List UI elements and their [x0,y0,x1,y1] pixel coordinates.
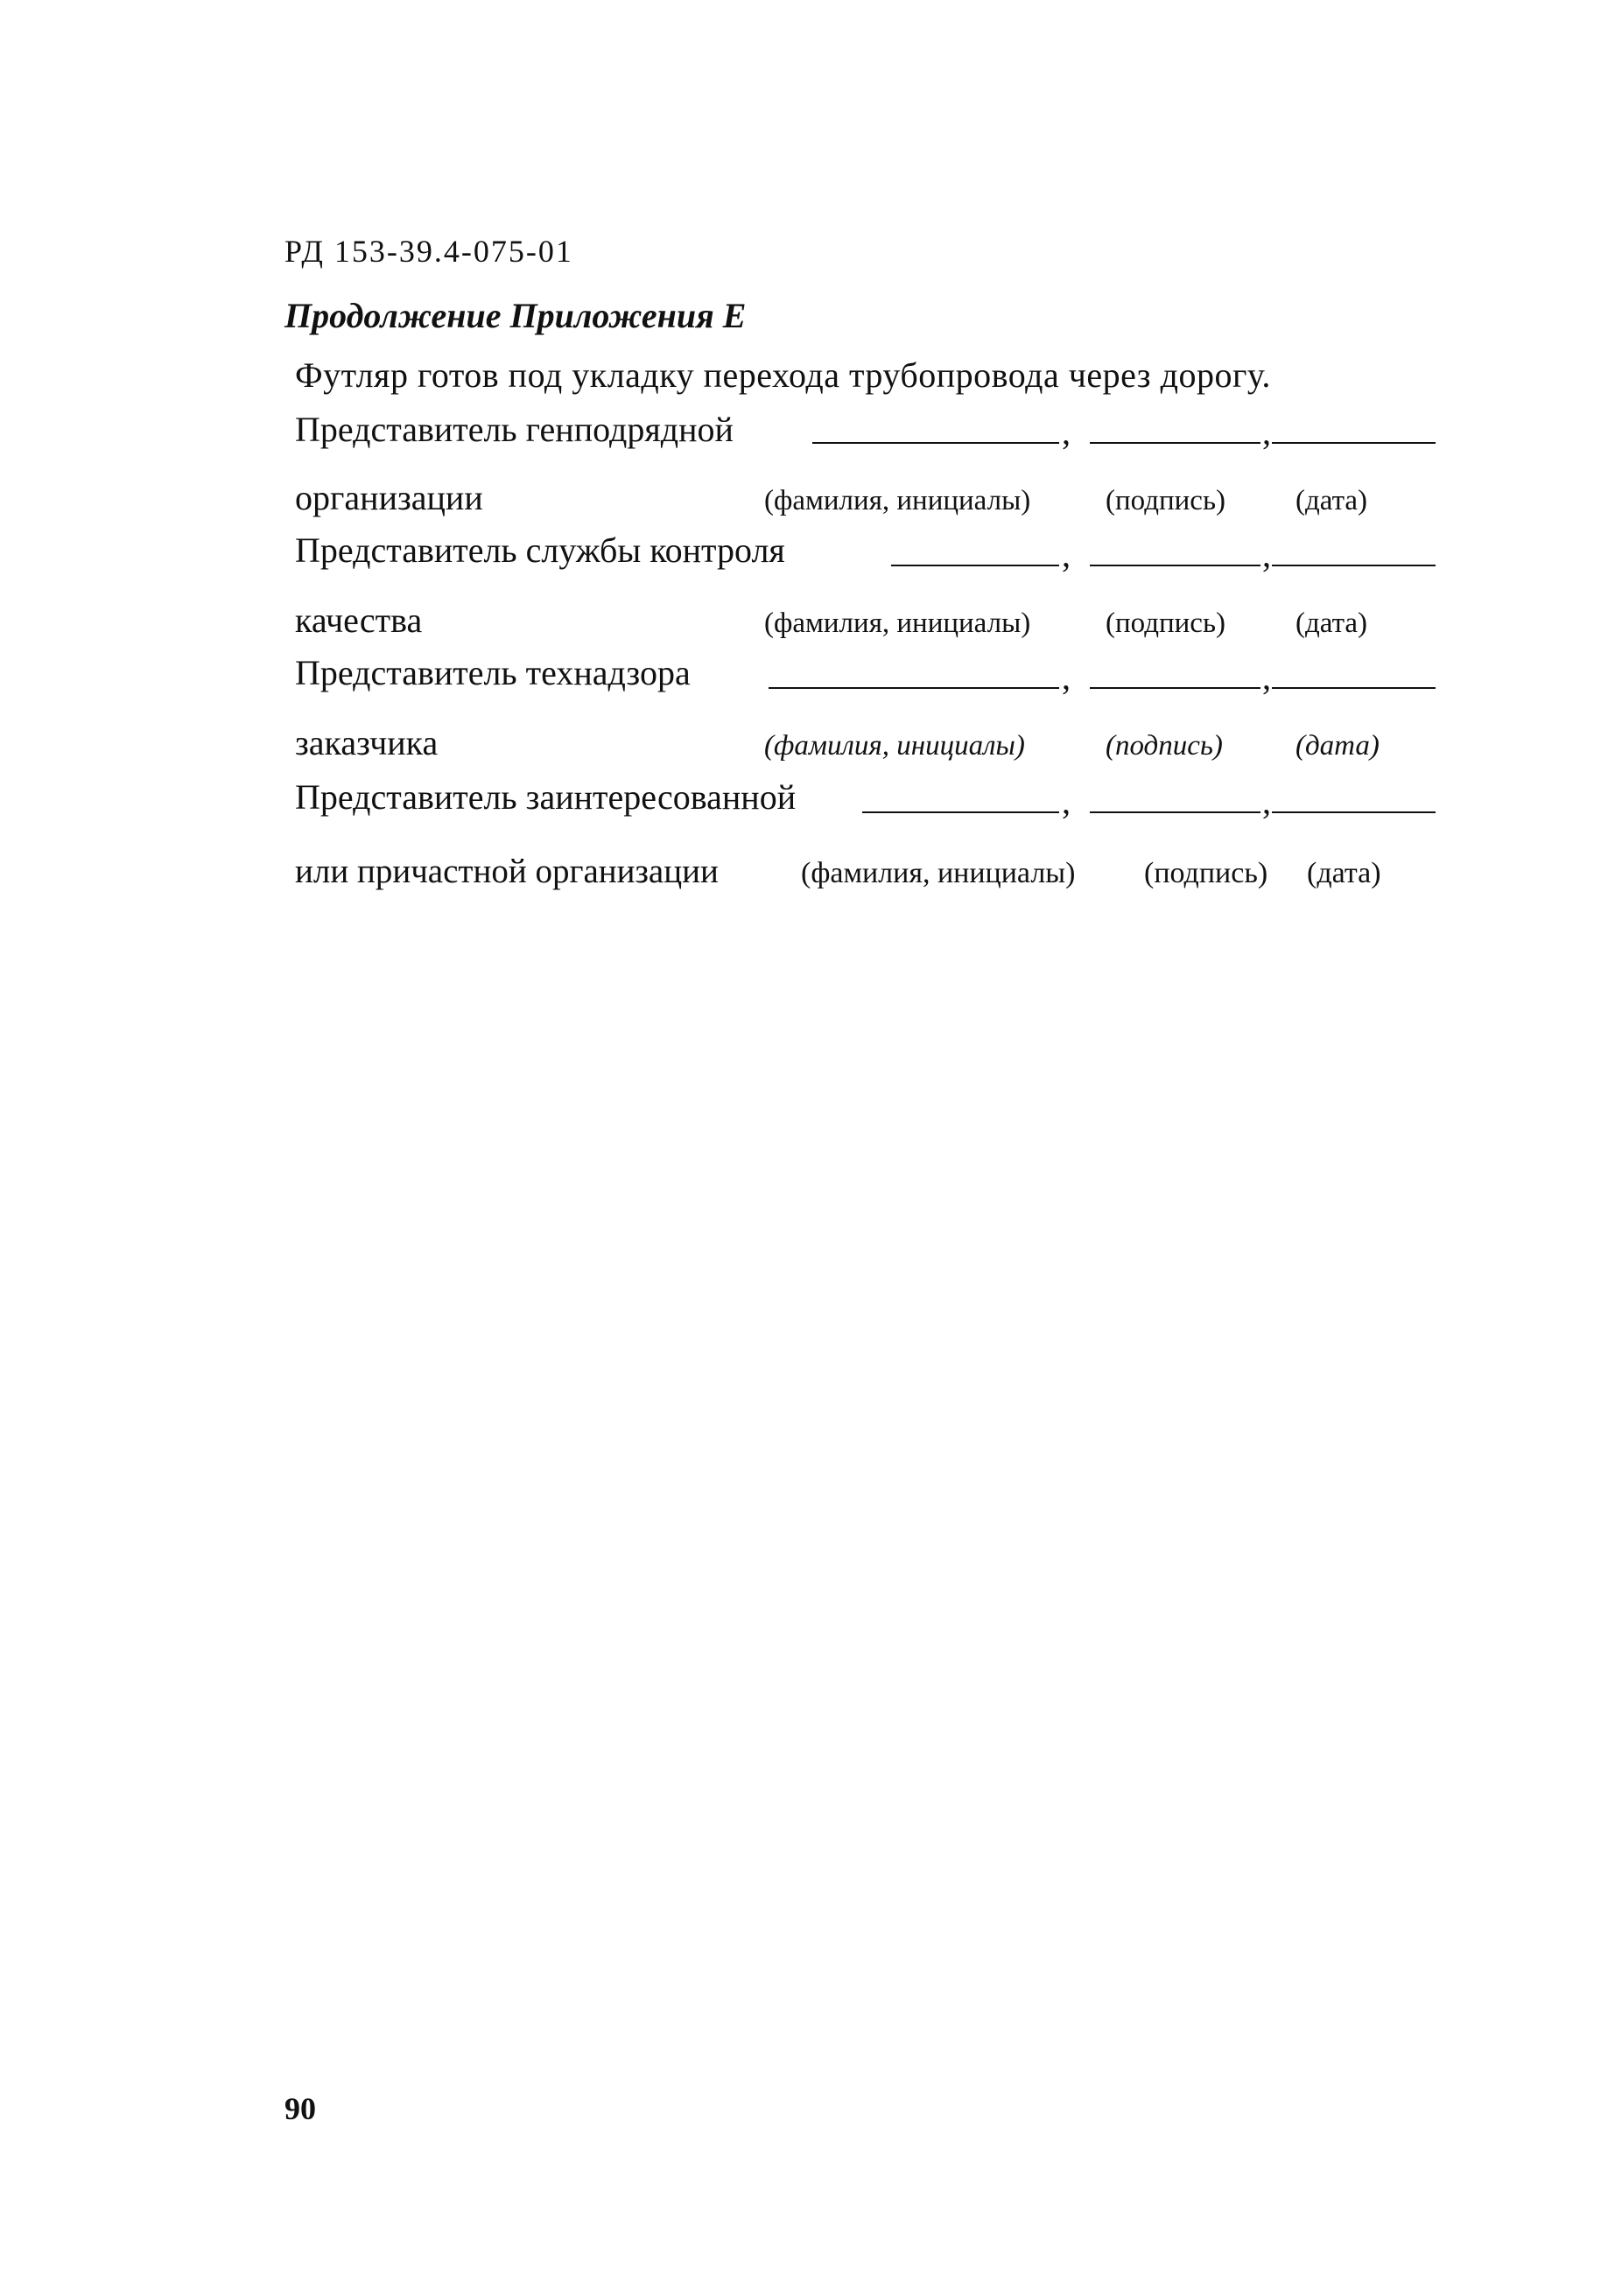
signature-blank-line[interactable] [1090,442,1260,444]
date-hint: (дата) [1296,730,1380,762]
signature-hint: (подпись) [1106,607,1225,639]
name-hint: (фамилия, инициалы) [764,730,1025,762]
intro-text: Футляр готов под укладку перехода трубопровода через дорогу. [295,355,1271,395]
signature-hint: (подпись) [1106,485,1225,516]
representative-label: Представитель службы контроля [295,530,785,570]
name-blank-line[interactable] [769,687,1059,689]
date-hint: (дата) [1296,485,1368,516]
comma-separator: , [1262,782,1271,821]
representative-label: Представитель технадзора [295,653,691,692]
comma-separator: , [1262,657,1271,697]
comma-separator: , [1062,657,1071,697]
representative-label-continued: заказчика [295,723,439,762]
date-blank-line[interactable] [1272,687,1436,689]
date-hint: (дата) [1296,607,1368,639]
representative-label: Представитель заинтересованной [295,777,797,817]
name-hint: (фамилия, инициалы) [801,857,1076,889]
name-blank-line[interactable] [812,442,1059,444]
comma-separator: , [1062,782,1071,821]
name-hint: (фамилия, инициалы) [764,607,1031,639]
signature-blank-line[interactable] [1090,811,1260,813]
representative-label: Представитель генподрядной [295,410,734,449]
name-hint: (фамилия, инициалы) [764,485,1031,516]
date-blank-line[interactable] [1272,565,1436,566]
document-code: РД 153-39.4-075-01 [284,234,573,269]
representative-label-continued: или причастной организации [295,853,719,890]
signature-hint: (подпись) [1144,857,1268,889]
date-blank-line[interactable] [1272,442,1436,444]
representative-label-continued: организации [295,478,483,517]
signature-blank-line[interactable] [1090,687,1260,689]
comma-separator: , [1062,412,1071,452]
name-blank-line[interactable] [862,811,1059,813]
representative-label-continued: качества [295,600,423,640]
comma-separator: , [1062,535,1071,574]
page-number: 90 [284,2091,316,2126]
comma-separator: , [1262,535,1271,574]
date-hint: (дата) [1307,857,1381,889]
signature-blank-line[interactable] [1090,565,1260,566]
name-blank-line[interactable] [891,565,1059,566]
comma-separator: , [1262,412,1271,452]
date-blank-line[interactable] [1272,811,1436,813]
appendix-heading: Продолжение Приложения Е [284,296,747,335]
signature-hint: (подпись) [1106,730,1223,762]
